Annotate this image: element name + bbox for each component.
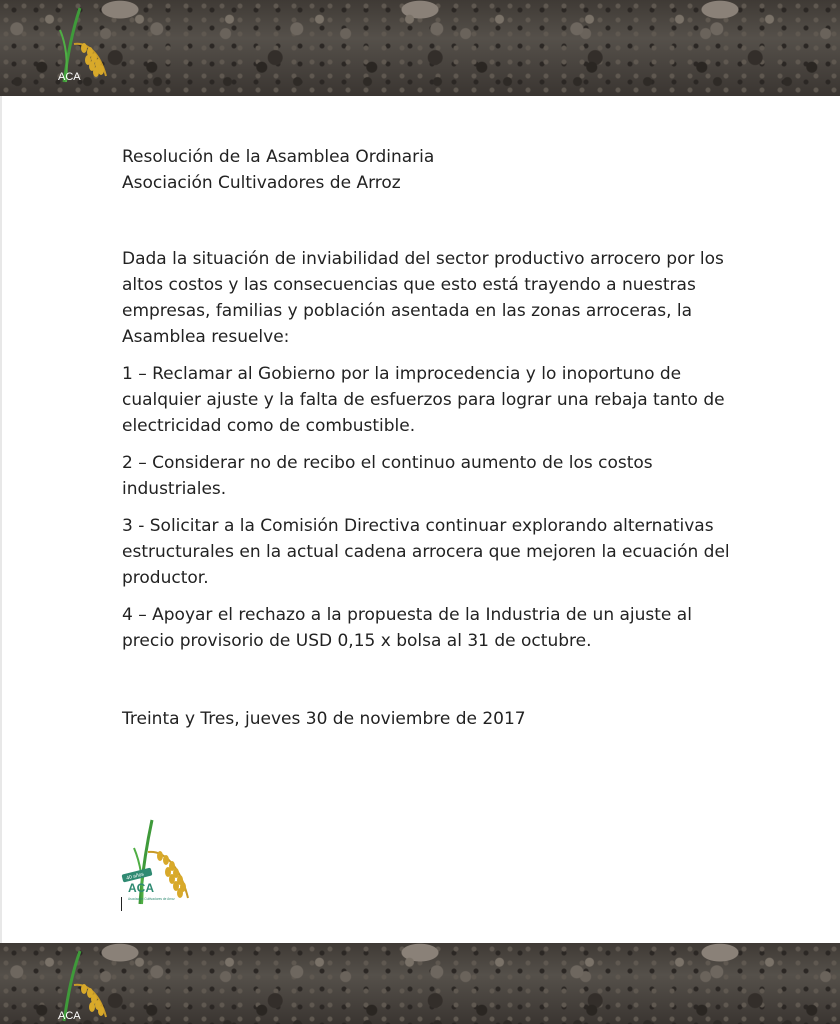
aca-logo-badge: 40 años [125, 871, 145, 882]
document-heading [122, 144, 732, 196]
aca-logo-footer [44, 947, 124, 1023]
aca-logo-signature [118, 818, 200, 910]
heading-line-1: Resolución de la Asamblea Ordinaria [122, 147, 435, 167]
footer-soil-banner [0, 943, 840, 1024]
heading-line-2: Asociación Cultivadores de Arroz [122, 173, 401, 193]
document-body [122, 144, 732, 743]
aca-logo-subtitle: Asociación Cultivadores de Arroz [128, 897, 175, 901]
aca-logo-header-text: ACA [58, 71, 81, 83]
aca-logo-header [44, 4, 124, 92]
text-cursor [121, 897, 122, 911]
intro-paragraph: Dada la situación de inviabilidad del sector productivo arrocero por los altos costos y las consecuencias que esto está trayendo a nuestras empresas, familias y población asentada en las zonas arroceras, la Asamblea resuelve: [122, 249, 724, 347]
aca-logo-footer-text: ACA [58, 1010, 81, 1022]
resolution-2: 2 – Considerar no de recibo el continuo aumento de los costos industriales. [122, 453, 653, 499]
resolution-1: 1 – Reclamar al Gobierno por la improcedencia y lo inoportuno de cualquier ajuste y la falta de esfuerzos para lograr una rebaja tanto de electricidad como de combustible. [122, 364, 725, 436]
closing-date-line: Treinta y Tres, jueves 30 de noviembre de 2017 [122, 709, 526, 729]
resolution-3: 3 - Solicitar a la Comisión Directiva continuar explorando alternativas estructurales en la actual cadena arrocera que mejoren la ecuación del productor. [122, 516, 730, 588]
resolution-4: 4 – Apoyar el rechazo a la propuesta de la Industria de un ajuste al precio provisorio de USD 0,15 x bolsa al 31 de octubre. [122, 605, 692, 651]
header-soil-banner [0, 0, 840, 96]
aca-logo-text: ACA [128, 881, 154, 895]
page-edge [0, 96, 2, 943]
